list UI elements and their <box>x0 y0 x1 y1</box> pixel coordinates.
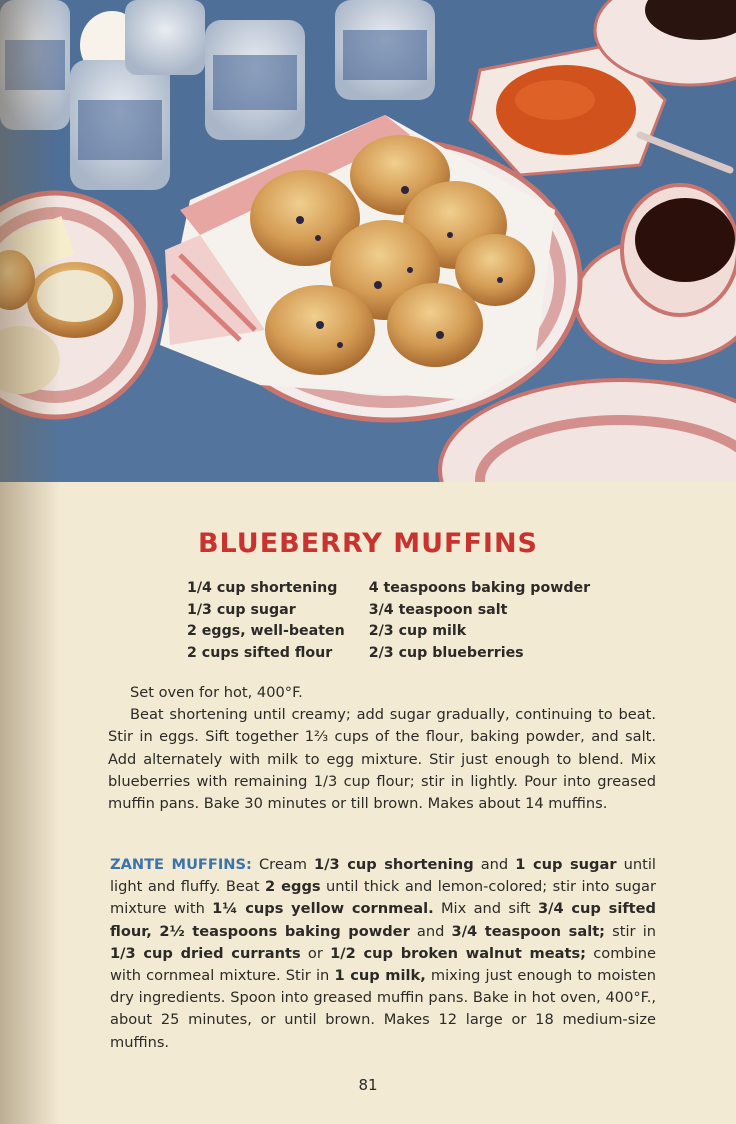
variation-emphasis: 1/3 cup shortening <box>314 856 474 873</box>
variation-text: and <box>409 922 452 940</box>
ingredient-item: 2/3 cup blueberries <box>368 644 524 661</box>
egg-cup <box>335 0 435 100</box>
variation-text: combine with cornmeal mixture. Stir in <box>110 944 656 985</box>
variation-zante-muffins <box>110 854 656 1054</box>
variation-emphasis: 1 cup sugar <box>515 856 617 873</box>
ingredient-item: 2 eggs, well-beaten <box>187 623 345 639</box>
variation-emphasis: 3/4 teaspoon salt; <box>451 922 606 940</box>
ingredient-item: 2/3 cup milk <box>368 623 467 639</box>
variation-emphasis: 1¼ cups yellow cornmeal. <box>212 900 434 918</box>
muffin-photo <box>0 0 736 482</box>
variation-text: and <box>473 856 516 873</box>
method-paragraph: Beat shortening until creamy; add sugar gradually, continuing to beat. Stir in eggs. Sift together 1⅔ cups of the flour, baking powder, and salt. Add alternately with milk to egg mixture. Stir just enough to blend. Mix blueberries with remaining 1/3 cup flour; stir in lightly. Pour into greased muffin pans. Bake 30 minutes or till brown. Makes about 14 muffins. <box>108 706 656 813</box>
page-number: 81 <box>358 1076 378 1094</box>
variation-emphasis: 1/2 cup broken walnut meats; <box>330 944 586 962</box>
variation-text: until thick and lemon-colored; stir into sugar mixture with <box>110 878 657 918</box>
variation-text: until light and fluffy. Beat <box>110 856 656 896</box>
variation-text: or <box>300 944 331 962</box>
muffin <box>387 283 483 367</box>
recipe-title: BLUEBERRY MUFFINS <box>197 528 539 560</box>
ingredient-item: 1/3 cup sugar <box>187 601 296 618</box>
variation-text: Mix and sift <box>433 900 538 918</box>
variation-emphasis: 3/4 cup sifted flour, 2½ teaspoons baking powder <box>110 900 656 940</box>
ingredient-item: 2 cups sifted flour <box>187 644 333 661</box>
ingredient-column-left <box>187 578 345 664</box>
variation-paragraph <box>110 854 656 1054</box>
egg-cup <box>0 0 70 130</box>
ingredient-list <box>187 578 627 664</box>
variation-heading: ZANTE MUFFINS: <box>110 856 252 873</box>
variation-emphasis: 2 eggs <box>265 878 321 896</box>
ingredient-item: 3/4 teaspoon salt <box>368 601 508 618</box>
recipe-method <box>108 682 656 815</box>
ingredient-column-right <box>369 578 590 664</box>
variation-emphasis: 1 cup milk, <box>334 967 426 985</box>
variation-text: mixing just enough to moisten dry ingredients. Spoon into greased muffin pans. Bake in hot oven, 400°F., about 25 minutes, or until brown. Makes 12 large or 18 medium-size muffins. <box>110 967 656 1051</box>
oven-instruction: Set oven for hot, 400°F. <box>130 684 303 701</box>
variation-emphasis: 1/3 cup dried currants <box>110 944 301 962</box>
muffin <box>265 285 375 375</box>
ingredient-item: 4 teaspoons baking powder <box>368 580 591 596</box>
variation-text: stir in <box>605 922 656 940</box>
ingredient-item: 1/4 cup shortening <box>187 580 338 596</box>
variation-text: Cream <box>251 856 315 873</box>
